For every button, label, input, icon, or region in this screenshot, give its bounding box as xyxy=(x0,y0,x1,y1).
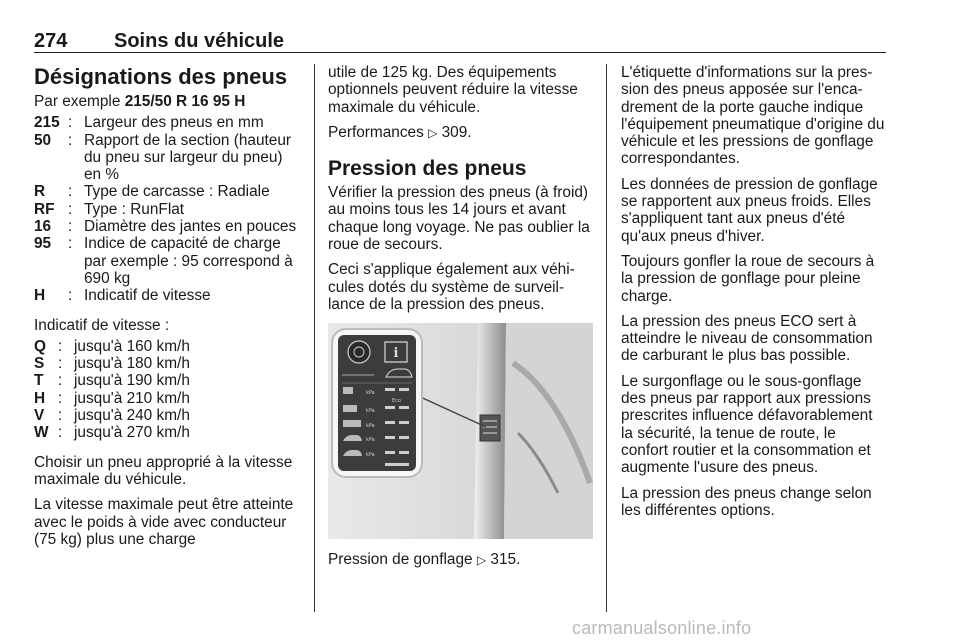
figure-caption xyxy=(328,551,593,569)
speed-row xyxy=(34,424,302,441)
designation-row-term: 16 xyxy=(34,218,52,236)
designation-row-term: 50 xyxy=(34,131,52,149)
figure-kpa-label-1: kPa xyxy=(366,390,375,397)
speed-intro: Indicatif de vitesse : xyxy=(34,316,170,334)
designation-row-def: Indice de capacité de charge par exemple : 95 correspond à 690 kg xyxy=(84,235,293,287)
speed-row-term: T xyxy=(34,372,44,390)
figure-kpa-label-2: kPa xyxy=(366,408,375,415)
watermark: carmanualsonline.info xyxy=(572,618,752,638)
speed-row-colon: : xyxy=(58,372,63,390)
tire-designation-list xyxy=(34,114,302,304)
speed-row-def: jusqu'à 240 km/h xyxy=(74,407,190,425)
speed-row-term: S xyxy=(34,355,45,373)
paragraph-monitoring: Ceci s'applique également aux véhi-cules dotés du système de surveil-lance de la pression des pneus. xyxy=(328,261,575,313)
paragraph-speed-choice: Choisir un pneu approprié à la vitesse maximale du véhicule. xyxy=(34,453,293,488)
column-2 xyxy=(328,64,593,578)
designation-row-def: Type : RunFlat xyxy=(84,200,185,218)
speed-row-colon: : xyxy=(58,389,63,407)
paragraph-over-under-inflation: Le surgonflage ou le sous-gonflage des pneus par rapport aux pressions prescrites influence défavorablement la sécurité, la tenue de route, le confort routier et la consommation et augmente l'usure des pneus. xyxy=(621,372,873,477)
paragraph-eco-pressure: La pression des pneus ECO sert à atteindre le niveau de consommation de carburant le plus bas possible. xyxy=(621,312,873,365)
designation-row-def: Rapport de la section (hauteur du pneu sur largeur du pneu) en % xyxy=(84,131,292,184)
caption-label: Pression de gonflage xyxy=(328,551,477,569)
caption-page: 315. xyxy=(486,551,521,569)
designation-row xyxy=(34,132,302,184)
designation-row-colon: : xyxy=(68,218,73,236)
speed-row xyxy=(34,390,302,407)
svg-text:i: i xyxy=(393,346,399,362)
designation-row-colon: : xyxy=(68,131,73,149)
column-divider-1 xyxy=(314,64,315,612)
designation-row-def: Indicatif de vitesse xyxy=(84,287,211,305)
section-heading-tire-designations: Désignations des pneus xyxy=(34,64,288,89)
header-rule xyxy=(34,52,886,53)
figure-kpa-label-3: kPa xyxy=(366,423,375,430)
tire-pressure-label-illustration xyxy=(328,323,593,539)
paragraph-check-pressure: Vérifier la pression des pneus (à froid) au moins tous les 14 jours et avant chaque long voyage. Ne pas oublier la roue de secours. xyxy=(328,184,590,254)
speed-row-colon: : xyxy=(58,355,63,373)
speed-row-def: jusqu'à 210 km/h xyxy=(74,389,190,407)
designation-row-term: H xyxy=(34,287,46,305)
speed-row-colon: : xyxy=(58,424,63,442)
figure-kpa-label-4: kPa xyxy=(366,437,375,444)
speed-row xyxy=(34,372,302,389)
speed-row-def: jusqu'à 190 km/h xyxy=(74,372,190,390)
example-prefix: Par exemple xyxy=(34,93,125,110)
designation-row-colon: : xyxy=(68,114,73,132)
designation-row xyxy=(34,235,302,287)
speed-row xyxy=(34,338,302,355)
speed-row-term: H xyxy=(34,389,46,407)
speed-row-def: jusqu'à 180 km/h xyxy=(74,355,190,373)
designation-row-def: Diamètre des jantes en pouces xyxy=(84,218,297,236)
designation-row xyxy=(34,218,302,235)
running-title: Soins du véhicule xyxy=(114,30,285,52)
paragraph-label-location: L'étiquette d'informations sur la pres-sion des pneus apposée sur l'enca-drement de la porte gauche indique l'équipement pneumatique d'origine du véhicule et les pressions de gonflage correspondantes. xyxy=(621,64,885,168)
paragraph-spare-wheel: Toujours gonfler la roue de secours à la pression de gonflage pour pleine charge. xyxy=(621,252,875,305)
designation-row-term: RF xyxy=(34,200,55,218)
performance-label: Performances xyxy=(328,123,429,141)
figure-kpa-label-5: kPa xyxy=(366,452,375,459)
tire-pressure-label-figure xyxy=(328,323,593,539)
paragraph-max-speed: La vitesse maximale peut être atteinte avec le poids à vide avec conducteur (75 kg) plus une charge xyxy=(34,496,294,548)
figure-eco-label: Eco xyxy=(392,398,401,405)
designation-row-colon: : xyxy=(68,200,73,218)
speed-row-colon: : xyxy=(58,337,63,355)
designation-row-def: Type de carcasse : Radiale xyxy=(84,183,270,201)
speed-row-term: V xyxy=(34,407,45,425)
triangle-right-icon: ▷ xyxy=(428,125,438,140)
designation-row-colon: : xyxy=(68,235,73,253)
designation-row-term: 95 xyxy=(34,235,52,253)
designation-row-term: 215 xyxy=(34,114,60,132)
designation-row xyxy=(34,183,302,200)
designation-row-colon: : xyxy=(68,287,73,305)
performance-reference xyxy=(328,124,593,142)
designation-row xyxy=(34,114,302,131)
designation-row xyxy=(34,201,302,218)
paragraph-cold-tires: Les données de pression de gonflage se rapportent aux pneus froids. Elles s'appliquent tant aux pneus d'été qu'aux pneus d'hiver. xyxy=(621,175,878,245)
speed-row-colon: : xyxy=(58,407,63,425)
designation-row-def: Largeur des pneus en mm xyxy=(84,114,264,132)
example-value: 215/50 R 16 95 H xyxy=(124,93,246,110)
paragraph-options: La pression des pneus change selon les différentes options. xyxy=(621,484,872,519)
designation-row-term: R xyxy=(34,183,46,201)
page-number: 274 xyxy=(34,30,68,52)
column-1 xyxy=(34,64,302,556)
speed-rating-list xyxy=(34,338,302,442)
speed-row-def: jusqu'à 270 km/h xyxy=(74,424,190,442)
performance-page: 309. xyxy=(437,123,472,141)
speed-row-def: jusqu'à 160 km/h xyxy=(74,337,190,355)
section-heading-tire-pressure: Pression des pneus xyxy=(328,157,527,181)
designation-row xyxy=(34,287,302,304)
column-divider-2 xyxy=(606,64,607,612)
paragraph-continued: utile de 125 kg. Des équipements optionnels peuvent réduire la vitesse maximale du véhicule. xyxy=(328,64,578,116)
speed-row xyxy=(34,355,302,372)
designation-row-colon: : xyxy=(68,183,73,201)
column-3 xyxy=(621,64,887,527)
speed-row-term: Q xyxy=(34,337,46,355)
triangle-right-icon: ▷ xyxy=(476,553,487,568)
speed-row xyxy=(34,407,302,424)
speed-row-term: W xyxy=(34,424,49,442)
example-line xyxy=(34,93,302,110)
